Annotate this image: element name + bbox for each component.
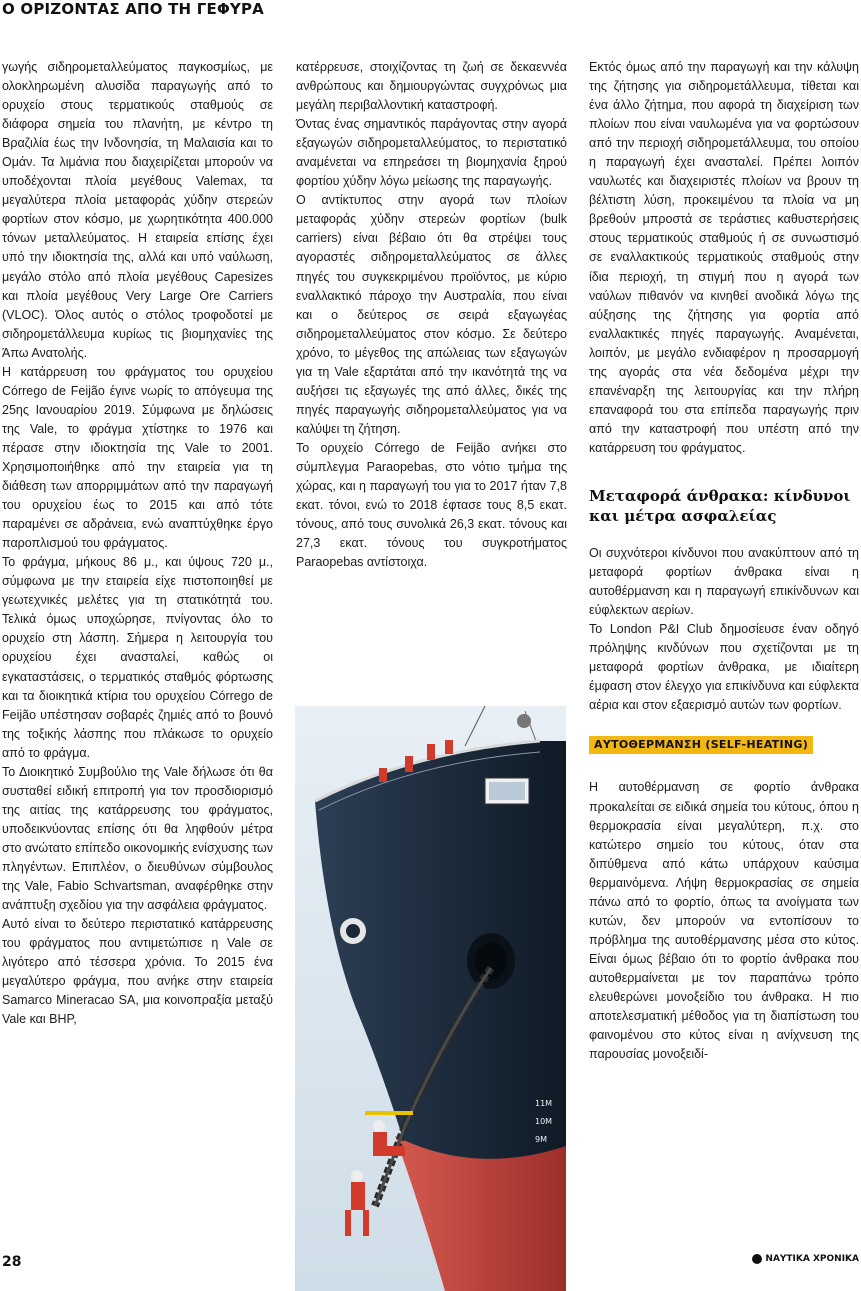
article-column-1 <box>2 58 273 1029</box>
paragraph: Το London P&I Club δημοσίευσε έναν οδηγό πρόληψης κινδύνων που σχετίζονται με τη μεταφορά φορτίων άνθρακα, με ιδιαίτερη έμφαση στον έλεγχο για επικίνδυνα και εύφλεκτα αέρια και στον εξαερισμό αυτών των φορτίων. <box>589 622 859 713</box>
draft-mark: 9M <box>535 1135 547 1144</box>
draft-mark: 10M <box>535 1117 553 1126</box>
page-header-title: Ο ΟΡΙΖΟΝΤΑΣ ΑΠΟ ΤΗ ΓΕΦΥΡΑ <box>2 0 264 18</box>
paragraph: Το Διοικητικό Συμβούλιο της Vale δήλωσε ότι θα συσταθεί ειδική επιτροπή για τον προσδιορισμό της αιτίας της κατάρρευσης του φράγματος, υποδεικνύοντας επίσης ότι θα ληφθούν μέτρα στο ανώτατο επίπεδο οικονομικής ενίσχυσης των πληγέντων. Επιπλέον, ο διευθύνων σύμβουλος της Vale, Fabio Schvartsman, αναφέρθηκε στην ανάπτυξη σχεδίου για την ασφάλεια φράγματος. <box>2 764 273 913</box>
subsection-badge-wrap <box>589 735 859 754</box>
paragraph: Οι συχνότεροι κίνδυνοι που ανακύπτουν από τη μεταφορά φορτίων άνθρακα είναι η αυτοθέρμανση και η παραγωγή επικίνδυνων και εύφλεκτων αερίων. <box>589 545 859 618</box>
ship-bow-photo <box>295 706 566 1291</box>
section-heading: Μεταφορά άνθρακα: κίνδυνοι και μέτρα ασφαλείας <box>589 486 851 525</box>
paragraph: Όντας ένας σημαντικός παράγοντας στην αγορά εξαγωγών σιδηρομεταλλεύματος, το περιστατικό αναμένεται να επηρεάσει τη βιομηχανία ξηρού φορτίου χύδην λόγω μείωσης της παραγωγής. <box>296 117 567 189</box>
paragraph: Ο αντίκτυπος στην αγορά των πλοίων μεταφοράς χύδην στερεών φορτίων (bulk carriers) είναι βέβαιο ότι θα στρέψει τους αγοραστές σιδηρομεταλλεύματος σε άλλες πηγές του συγκεκριμένου προϊόντος, με κύριο εναλλακτικό πάροχο την Αυστραλία, που είναι και ο δεύτερος σε σειρά εξαγωγέας σιδηρομεταλλεύματος στον κόσμο. Σε δεύτερο χρόνο, το μέγεθος της απώλειας των εξαγωγών για τη Vale εξαρτάται από την ικανότητά της να αυξήσει τις εξαγωγές της από άλλες, δικές της πηγές παραγωγής σιδηρομεταλλεύματος για να καλύψει τη ζήτηση. <box>296 193 567 436</box>
paragraph: Αυτό είναι το δεύτερο περιστατικό κατάρρευσης του φράγματος που αντιμετώπισε η Vale σε λιγότερο από τέσσερα χρόνια. Το 2015 ένα μεγαλύτερο φράγμα, που ανήκε στην εταιρεία Samarco Mineracao SA, μια κοινοπραξία μεταξύ Vale και BHP, <box>2 917 273 1027</box>
paragraph: Το φράγμα, μήκους 86 μ., και ύψους 720 μ., σύμφωνα με την εταιρεία είχε πιστοποιηθεί με γεωτεχνικές μελέτες για τη στατικότητά του. Τελικά όμως υποχώρησε, πνίγοντας όλο το ορυχείο στη λάσπη. Σήμερα η λειτουργία του ορυχείου έχει ανασταλεί, καθώς οι εγκαταστάσεις, ο τερματικός σταθμός φόρτωσης και τα διοικητικά κτίρια του ορυχείου Córrego de Feijão υπέστησαν σοβαρές ζημιές από το βουνό της τοξικής λάσπης που πλάκωσε το ορυχείο από το φράγμα. <box>2 555 273 760</box>
subsection-badge: ΑΥΤΟΘΕΡΜΑΝΣΗ (SELF-HEATING) <box>589 736 813 754</box>
paragraph: γωγής σιδηρομεταλλεύματος παγκοσμίως, με ολοκληρωμένη αλυσίδα παραγωγής από το ορυχείο στους τερματικούς σταθμούς σε διάφορα σημεία του πλανήτη, με κέντρο τη Βραζιλία έως την Ινδονησία, τη Μαλαισία και το Ομάν. Τα λιμάνια που διαχειρίζεται μπορούν να υποδέχονται πλοία μεγέθους Valemax, τα μεγαλύτερα πλοία μεταφοράς χύδην στερεών φορτίων στον κόσμο, με χωρητικότητα 400.000 τόνων μεταλλεύματος. Η εταιρεία επίσης έχει υπό την ιδιοκτησία της, αλλά και υπό ναύλωση, μεγάλο στόλο από πλοία μεγέθους Capesizes και πλοία μεγέθους Very Large Ore Carriers (VLOC). Όλος αυτός ο στόλος τροφοδοτεί με σιδηρομετάλλευμα κυρίως τις βιομηχανίες της Άπω Ανατολής. <box>2 60 273 360</box>
article-column-2 <box>296 58 567 572</box>
paragraph: Η κατάρρευση του φράγματος του ορυχείου Córrego de Feijão έγινε νωρίς το απόγευμα της 25ης Ιανουαρίου 2019. Σύμφωνα με δηλώσεις της Vale, το φράγμα χτίστηκε το 1976 και πέρασε στην ιδιοκτησία της Vale το 2001. Χρησιμοποιήθηκε από την εταιρεία για τη διάθεση των απορριμμάτων από την παραγωγή του ορυχείου έως το 2015 και από τότε παραμένει σε αδράνεια, ενώ αναπτύχθηκε έργο παροπλισμού του φράγματος. <box>2 364 273 551</box>
paragraph: Η αυτοθέρμανση σε φορτίο άνθρακα προκαλείται σε ειδικά σημεία του κύτους, όπου η θερμοκρασία είναι μεγαλύτερη, π.χ. στο κατώτερο σημείο του κύτους, όταν στα διπύθμενα από κάτω υπάρχουν καύσιμα θερμαινόμενα. Λήψη θερμοκρασίας σε σημεία πάνω από το φορτίο, όπως τα ανοίγματα των κυτών, δεν μπορούν να εντοπίσουν το πρόβλημα της αυτοθέρμανσης μέσα στο κύτος. Είναι όμως βέβαιο ότι το φορτίο άνθρακα που αυτοθερμαίνεται με τον παραπάνω τρόπο ελευθερώνει μονοξείδιο του άνθρακα. Η πιο αποτελεσματική μέθοδος για τη διαπίστωση του φαινομένου στο κύτος είναι η ανίχνευση της παρουσίας μονοξειδί- <box>589 780 859 1062</box>
brand-name: ΝΑΥΤΙΚΑ ΧΡΟΝΙΚΑ <box>765 1254 859 1264</box>
article-column-3 <box>589 58 859 1064</box>
footer-brand <box>752 1254 859 1264</box>
draft-mark: 11M <box>535 1099 553 1108</box>
page-number: 28 <box>2 1254 22 1270</box>
brand-logo-icon <box>752 1254 762 1264</box>
paragraph: Εκτός όμως από την παραγωγή και την κάλυψη της ζήτησης για σιδηρομετάλλευμα, τίθεται και ένα άλλο ζήτημα, που αφορά τη διαχείριση των πλοίων που είναι ναυλωμένα για να φορτώσουν από την περιοχή σιδηρομετάλλευμα, του οποίου η παραγωγή έχει ανασταλεί. Πρέπει λοιπόν ναυλωτές και διαχειριστές πλοίων να βρουν τη βέλτιστη λύση, προκειμένου τα πλοία να μη βρεθούν μπροστά σε τεράστιες καθυστερήσεις στους τερματικούς σταθμούς ή σε συνωστισμό σε εναλλακτικούς τερματικούς σταθμούς στην ίδια περιοχή, τη στιγμή που η αγορά των ναύλων πιθανόν να κινηθεί ανοδικά λόγω της αύξησης της ζήτησης για φορτία από εναλλακτικές πηγές παραγωγής. Αναμένεται, λοιπόν, με μεγάλο ενδιαφέρον η προσαρμογή της αγοράς στα νέα δεδομένα μέχρι την επανέναρξη της λειτουργίας και την πλήρη επαναφορά του στα επίπεδα παραγωγής πριν από την καταστροφή που υπέστη από την κατάρρευση του φράγματος. <box>589 60 859 455</box>
paragraph: Το ορυχείο Córrego de Feijão ανήκει στο σύμπλεγμα Paraopebas, στο νότιο τμήμα της χώρας, και η παραγωγή του για το 2017 ήταν 7,8 εκατ. τόνοι, ενώ το 2018 έφτασε τους 8,5 εκατ. τόνους, από τους συνολικά 26,3 εκατ. τόνους και 27,3 εκατ. τόνους του συγκροτήματος Paraopebas αντίστοιχα. <box>296 440 567 570</box>
paragraph: κατέρρευσε, στοιχίζοντας τη ζωή σε δεκαεννέα ανθρώπους και δημιουργώντας συγχρόνως μια μεγάλη περιβαλλοντική καταστροφή. <box>296 60 567 113</box>
